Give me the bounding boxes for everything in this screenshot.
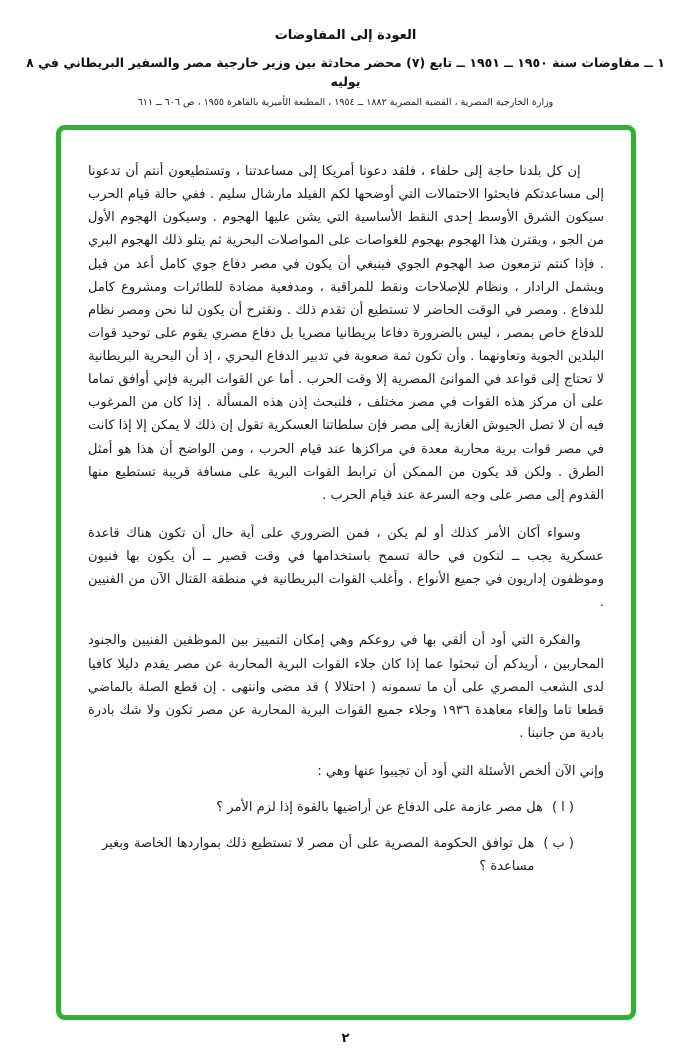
paragraph-1: إن كل بلدنا حاجة إلى حلفاء ، فلقد دعونا أمريكا إلى مساعدتنا ، وتستطيعون أنتم أن تدعونا إلى مساعدتكم فابحثوا الاحتمالات التي أوضحها لكم الفيلد مارشال سليم . ففي حالة قيام الحرب سيكون الشرق الأوسط إحدى النقط الأساسية التي يشن عليها الهجوم . وسيكون الهجوم الأول من الجو ، ويقترن هذا الهجوم بهجوم للغواصات على المواصلات البحرية ثم يتلو ذلك الهجوم البري . فإذا كنتم تزمعون صد الهجوم الجوي فينبغي أن يكون في مصر دفاع جوي كامل أعد من قبل ويشمل الرادار ، ونظام للإصلاحات ونقط للمراقبة ، ومدفعية مضادة للطائرات ومشروع كامل للدفاع . ومصر في الوقت الحاضر لا تستطيع أن تقدم ذلك . ونقترح أن يكون لنا نحن ومصر نظام للدفاع خاص بمصر ، ليس بالضرورة دفاعا بريطانيا مصريا بل دفاع مصري يقوم على توحيد قوات البلدين الجوية وتعاونهما . وأن تكون ثمة صعوبة في تدبير الدفاع البحري ، إذ أن البحرية البريطانية لا تحتاج إلى قواعد في الموانئ المصرية إلا وقت الحرب . أما عن القوات البرية فإني أوافق تماما على أن مركز هذه القوات في مصر مختلف ، فلنبحث إذن هذه المسألة . إذا كان من المرغوب فيه أن لا تصل الجيوش الغازية إلى مصر فإن سلطاتنا العسكرية تقول إن ذلك لا يمكن إلا إذا كانت في مصر قوات برية محاربة معدة في مراكزها عند قيام الحرب ، ومن الواضح أن هذا هو أمثل الطرق . ولكن قد يكون من الممكن أن ترابط القوات البرية على مسافة قريبة تستطيع منها القدوم إلى مصر على وجه السرعة عند قيام الحرب . <box>88 164 604 503</box>
page-header <box>0 0 691 108</box>
section-title: العودة إلى المفاوضات <box>274 28 417 43</box>
document-heading: ١ ــ مفاوضات سنة ١٩٥٠ ــ ١٩٥١ ــ تابع (٧) محضر محادثة بين وزير خارجية مصر والسفير البريطاني في ٨ يوليه <box>26 55 665 89</box>
page-number: ٢ <box>341 1031 350 1046</box>
document-body <box>61 130 631 879</box>
question-item-a <box>88 796 604 819</box>
question-text-b: هل توافق الحكومة المصرية على أن مصر لا تستطيع ذلك بمواردها الخاصة وبغير مساعدة ؟ <box>102 836 535 875</box>
question-text-a: هل مصر عازمة على الدفاع عن أراضيها بالقوة إذا لزم الأمر ؟ <box>216 800 543 816</box>
paragraph-2: وسواء أكان الأمر كذلك أو لم يكن ، فمن الضروري على أية حال أن تكون هناك قاعدة عسكرية يجب ــ لتكون في حالة تسمح باستخدامها في وقت قصير ــ أن يكون بها فنيون وموظفون إداريون في جميع الأنواع . وأغلب القوات البريطانية في منطقة القتال الآن من الفنيين . <box>88 525 604 611</box>
question-item-b <box>88 832 604 878</box>
question-label-b: ( ب ) <box>543 836 574 852</box>
paragraph-3: والفكرة التي أود أن ألقي بها في روعكم وهي إمكان التمييز بين الموظفين الفنيين والجنود المحاربين ، أريدكم أن تبحثوا عما إذا كان جلاء القوات البرية المحاربة عن مصر يقدم دليلا كافيا لدى الشعب المصري على أن ما تسمونه ( احتلالا ) قد مضى وانتهى . إن قطع الصلة بالماضي قطعا تاما وإلغاء معاهدة ١٩٣٦ وجلاء جميع القوات البرية المحاربة عن مصر تكون ولا شك بادرة بادية من جانبنا . <box>88 633 604 741</box>
source-citation: وزارة الخارجية المصرية ، القضية المصرية ١٨٨٢ ــ ١٩٥٤ ، المطبعة الأميرية بالقاهرة ١٩٥٥ ، ص ٦٠٦ ــ ٦١١ <box>137 96 554 108</box>
question-label-a: ( ا ) <box>551 800 574 816</box>
paragraph-4: وإني الآن ألخص الأسئلة التي أود أن تجيبوا عنها وهي : <box>317 764 604 779</box>
highlight-box <box>56 125 636 1020</box>
